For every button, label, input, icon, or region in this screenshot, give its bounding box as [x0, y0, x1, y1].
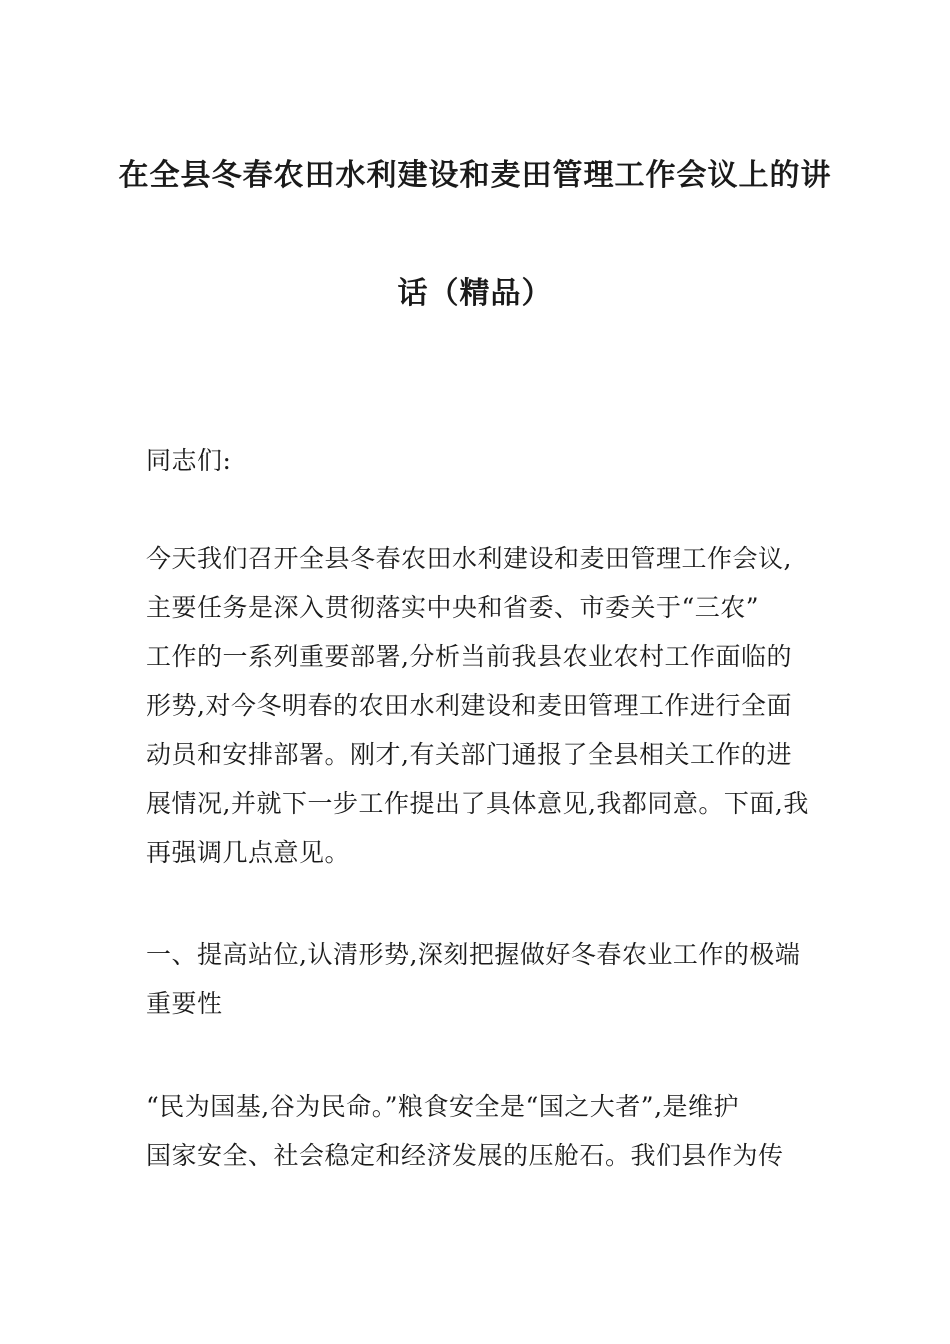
- salutation: 同志们:: [146, 446, 232, 475]
- paragraph-line: “民为国基,谷为民命。”粮食安全是“国之大者”,是维护: [146, 1092, 740, 1121]
- document-title-line-2: 话（精品）: [397, 276, 553, 311]
- paragraph-line: 动员和安排部署。刚才,有关部门通报了全县相关工作的进: [146, 740, 792, 769]
- paragraph-line: 形势,对今冬明春的农田水利建设和麦田管理工作进行全面: [146, 691, 792, 720]
- paragraph-line: 主要任务是深入贯彻落实中央和省委、市委关于“三农”: [146, 593, 760, 622]
- section-heading-line: 一、提高站位,认清形势,深刻把握做好冬春农业工作的极端: [146, 940, 801, 969]
- paragraph-line: 国家安全、社会稳定和经济发展的压舱石。我们县作为传: [146, 1141, 784, 1170]
- paragraph-line: 展情况,并就下一步工作提出了具体意见,我都同意。下面,我: [146, 789, 809, 818]
- document-title-line-1: 在全县冬春农田水利建设和麦田管理工作会议上的讲: [118, 158, 832, 193]
- paragraph-line: 今天我们召开全县冬春农田水利建设和麦田管理工作会议,: [146, 544, 792, 573]
- paragraph-line: 再强调几点意见。: [146, 838, 351, 867]
- paragraph-line: 工作的一系列重要部署,分析当前我县农业农村工作面临的: [146, 642, 792, 671]
- section-heading-line: 重要性: [146, 989, 223, 1018]
